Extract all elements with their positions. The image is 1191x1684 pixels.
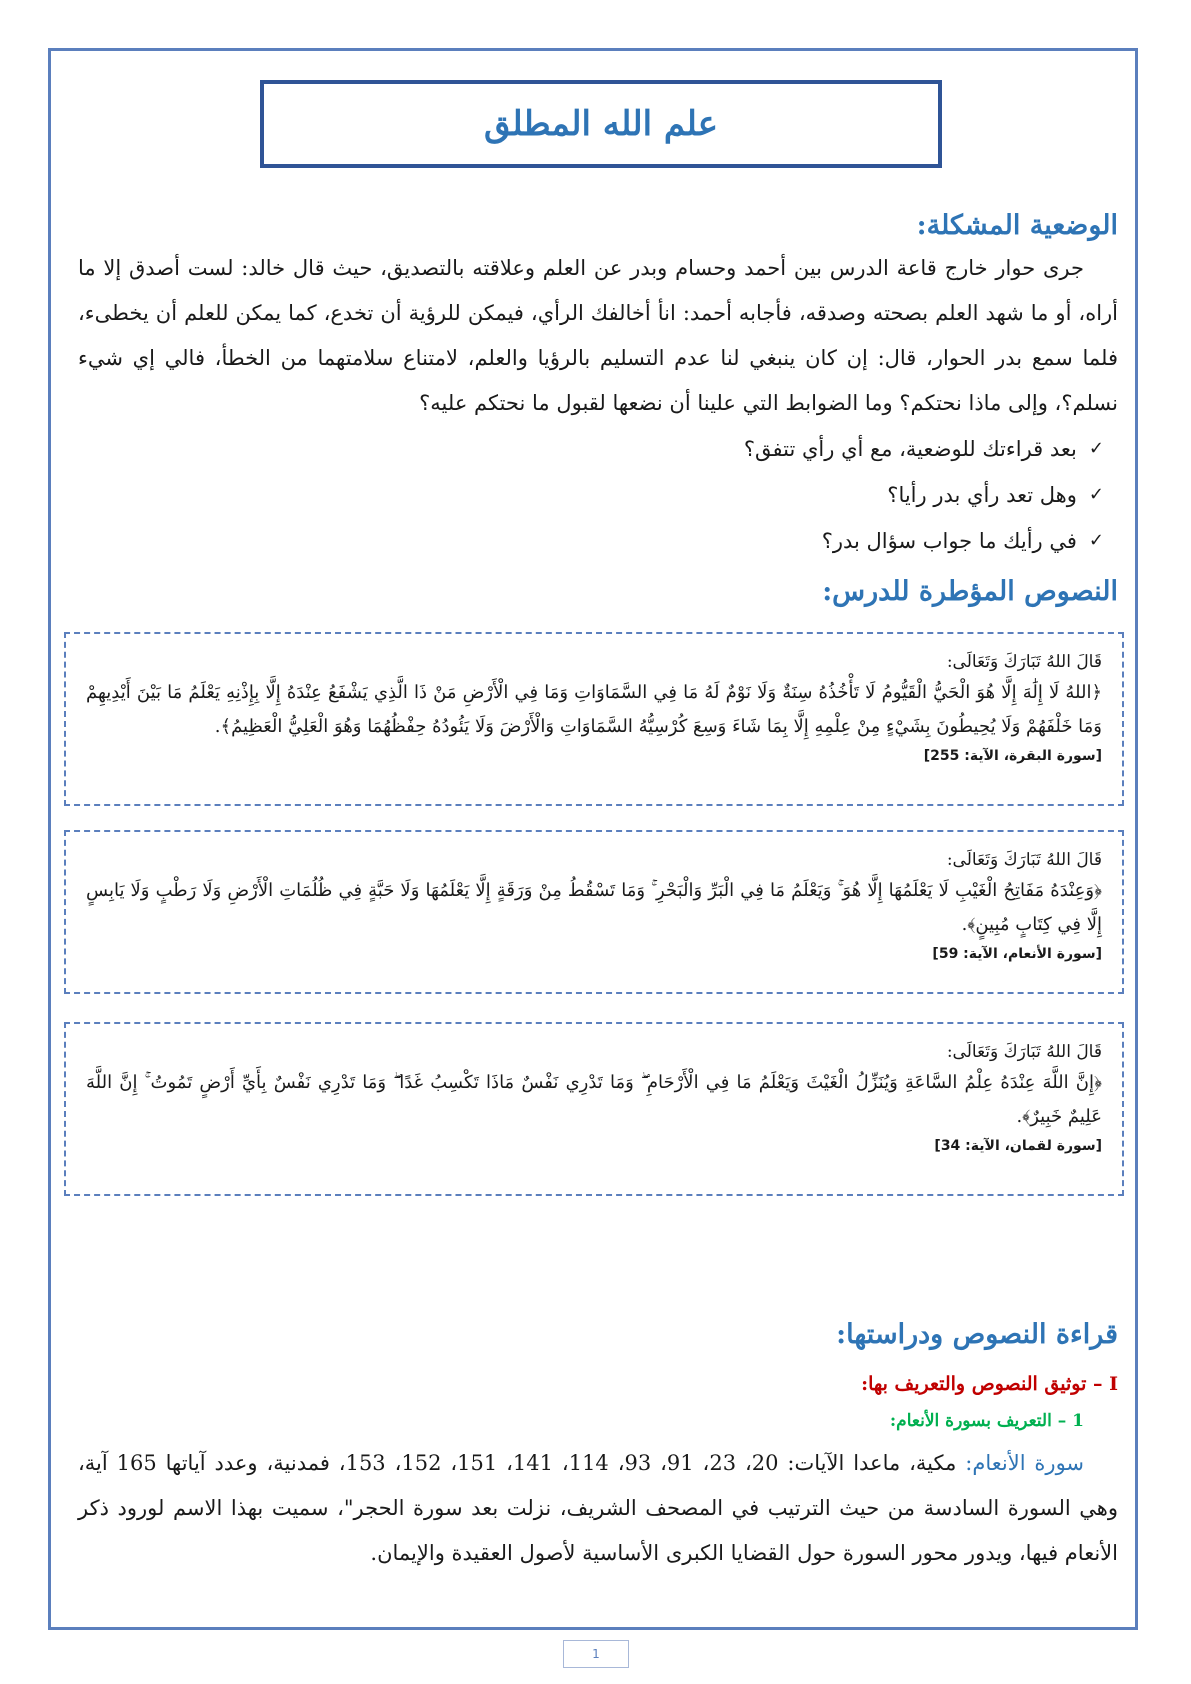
verse-text: ﴿إِنَّ اللَّهَ عِنْدَهُ عِلْمُ السَّاعَةِ وَيُنَزِّلُ الْغَيْثَ وَيَعْلَمُ مَا فِي الْأَرْحَامِ ۖ وَمَا تَدْرِي نَفْسٌ مَاذَا تَكْسِبُ غَدًا ۖ وَمَا تَدْرِي نَفْسٌ بِأَيِّ أَرْضٍ تَمُوتُ ۚ إِنَّ اللَّهَ عَلِيمٌ خَبِيرٌ﴾. bbox=[86, 1072, 1102, 1127]
question-text: بعد قراءتك للوضعية، مع أي رأي تتفق؟ bbox=[743, 437, 1077, 461]
page-number: 1 bbox=[563, 1640, 629, 1668]
verse-box-anaam bbox=[64, 830, 1124, 994]
verse-intro: قَالَ اللهُ تَبَارَكَ وَتَعَالَى: bbox=[946, 1042, 1102, 1062]
study-heading: قراءة النصوص ودراستها: bbox=[836, 1319, 1118, 1350]
title-box bbox=[260, 80, 942, 168]
question-item bbox=[78, 472, 1104, 518]
verse-intro: قَالَ اللهُ تَبَارَكَ وَتَعَالَى: bbox=[946, 652, 1102, 672]
study-section bbox=[78, 1315, 1118, 1576]
question-text: في رأيك ما جواب سؤال بدر؟ bbox=[821, 529, 1077, 553]
check-icon: ✓ bbox=[1088, 484, 1104, 505]
texts-heading: النصوص المؤطرة للدرس: bbox=[822, 576, 1118, 607]
question-item bbox=[78, 518, 1104, 564]
question-text: وهل تعد رأي بدر رأيا؟ bbox=[887, 483, 1077, 507]
check-icon: ✓ bbox=[1088, 530, 1104, 551]
check-icon: ✓ bbox=[1088, 438, 1104, 459]
question-item bbox=[78, 426, 1104, 472]
sura-paragraph bbox=[78, 1441, 1118, 1576]
verse-reference: [سورة البقرة، الآية: 255] bbox=[923, 748, 1102, 764]
verse-intro: قَالَ اللهُ تَبَارَكَ وَتَعَالَى: bbox=[946, 850, 1102, 870]
problem-heading: الوضعية المشكلة: bbox=[916, 210, 1118, 241]
verse-reference: [سورة لقمان، الآية: 34] bbox=[934, 1138, 1102, 1154]
page-title: علم الله المطلق bbox=[483, 104, 719, 144]
documentation-subheading: I – توثيق النصوص والتعريف بها: bbox=[861, 1373, 1118, 1395]
problem-section bbox=[78, 206, 1118, 612]
verse-text: ﴿وَعِنْدَهُ مَفَاتِحُ الْغَيْبِ لَا يَعْلَمُهَا إِلَّا هُوَ ۚ وَيَعْلَمُ مَا فِي الْبَرِّ وَالْبَحْرِ ۚ وَمَا تَسْقُطُ مِنْ وَرَقَةٍ إِلَّا يَعْلَمُهَا وَلَا حَبَّةٍ فِي ظُلُمَاتِ الْأَرْضِ وَلَا رَطْبٍ وَلَا يَابِسٍ إِلَّا فِي كِتَابٍ مُبِينٍ﴾. bbox=[86, 880, 1102, 935]
sura-intro-subheading: 1 – التعريف بسورة الأنعام: bbox=[889, 1411, 1084, 1431]
problem-paragraph: جرى حوار خارج قاعة الدرس بين أحمد وحسام وبدر عن العلم وعلاقته بالتصديق، حيث قال خالد: لست أصدق إلا ما أراه، أو ما شهد العلم بصحته وصدقه، فأجابه أحمد: انأ أخالفك الرأي، فيمكن للرؤية أن تخدع، كما يمكن للعلم أن يخطىء، فلما سمع بدر الحوار، قال: إن كان ينبغي لنا عدم التسليم بالرؤيا والعلم، لامتناع سلامتهما من الخطأ، فالي إي شيء نسلم؟، وإلى ماذا نحتكم؟ وما الضوابط التي علينا أن نضعها لقبول ما نحتكم عليه؟ bbox=[78, 256, 1119, 415]
verse-reference: [سورة الأنعام، الآية: 59] bbox=[932, 946, 1102, 962]
sura-name-label: سورة الأنعام: bbox=[965, 1451, 1085, 1475]
verse-box-baqara bbox=[64, 632, 1124, 806]
questions-list bbox=[78, 426, 1118, 564]
verse-box-luqman bbox=[64, 1022, 1124, 1196]
verse-text: ﴿اللهُ لَا إِلَٰهَ إِلَّا هُوَ الْحَيُّ الْقَيُّومُ لَا تَأْخُذُهُ سِنَةٌ وَلَا نَوْمٌ لَهُ مَا فِي السَّمَاوَاتِ وَمَا فِي الْأَرْضِ مَنْ ذَا الَّذِي يَشْفَعُ عِنْدَهُ إِلَّا بِإِذْنِهِ يَعْلَمُ مَا بَيْنَ أَيْدِيهِمْ وَمَا خَلْفَهُمْ وَلَا يُحِيطُونَ بِشَيْءٍ مِنْ عِلْمِهِ إِلَّا بِمَا شَاءَ وَسِعَ كُرْسِيُّهُ السَّمَاوَاتِ وَالْأَرْضَ وَلَا يَئُودُهُ حِفْظُهُمَا وَهُوَ الْعَلِيُّ الْعَظِيمُ﴾. bbox=[86, 682, 1102, 737]
sura-description: مكية، ماعدا الآيات: 20، 23، 91، 93، 114، 141، 151، 152، 153، فمدنية، وعدد آياتها 165 آية، وهي السورة السادسة من حيث الترتيب في المصحف الشريف، نزلت بعد سورة الحجر"، سميت بهذا الاسم لورود ذكر الأنعام فيها، ويدور محور السورة حول القضايا الكبرى الأساسية لأصول العقيدة والإيمان. bbox=[78, 1451, 1118, 1565]
